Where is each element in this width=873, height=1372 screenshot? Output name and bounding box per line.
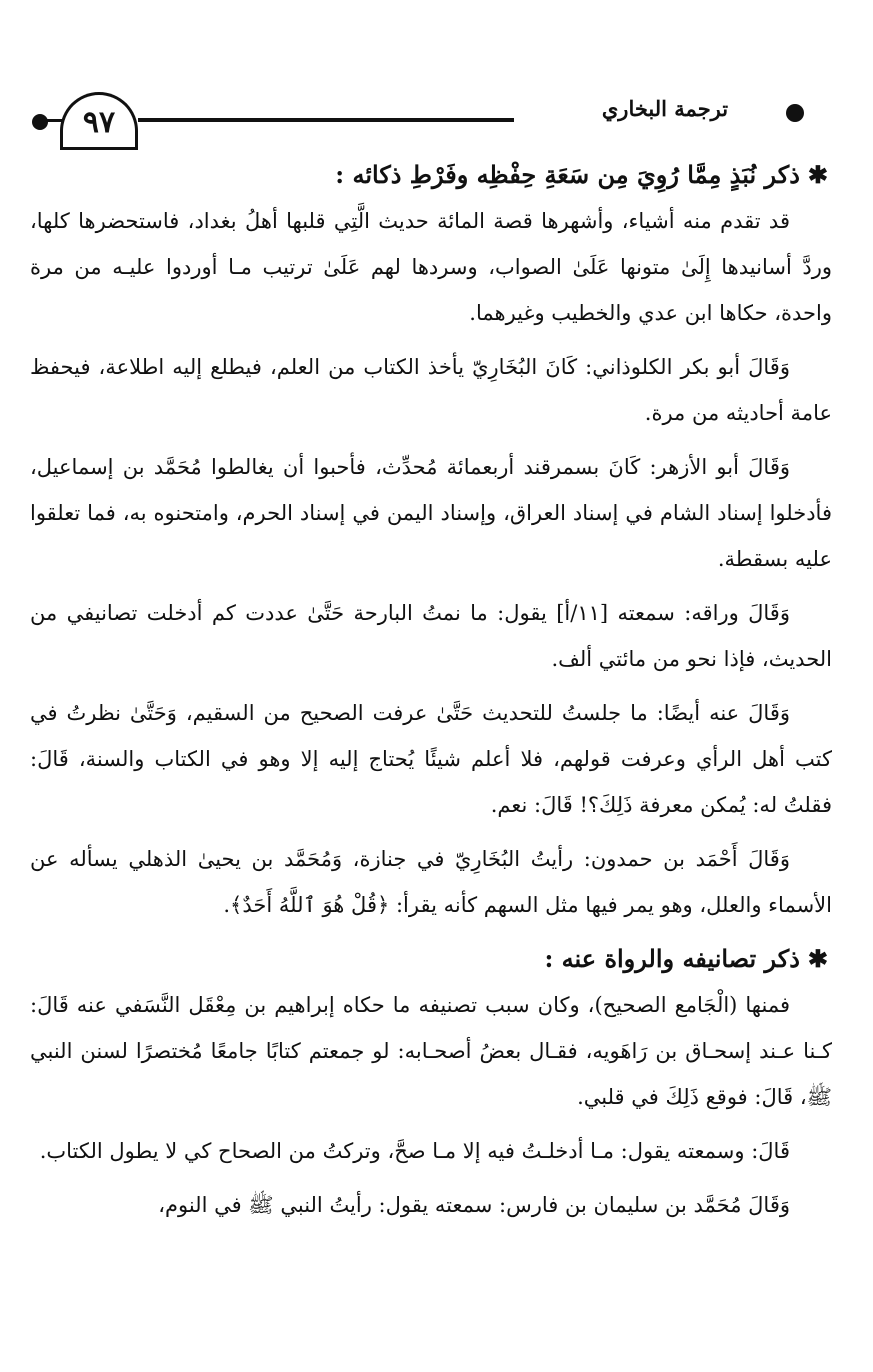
paragraph: قد تقدم منه أشياء، وأشهرها قصة المائة حديث الَّتِي قلبها أهلُ بغداد، فاستحضرها كلها، وردَّ أسانيدها إِلَىٰ متونها عَلَىٰ الصواب، وسردها لهم عَلَىٰ ترتيب مـا أوردوا عليـه من مرة واحدة، حكاها ابن عدي والخطيب وغيرهما.: [30, 209, 832, 325]
section-heading-text: ذكر تصانيفه والرواة عنه :: [544, 944, 800, 973]
paragraph: فمنها (الْجَامع الصحيح)، وكان سبب تصنيفه ما حكاه إبراهيم بن مِعْقَل النَّسَفي عنه قَالَ: كـنا عـند إسحـاق بن رَاهَويه، فقـال بعضُ أصحـابه: لو جمعتم كتابًا جامعًا مُختصرًا لسنن النبي ﷺ، قَالَ: فوقع ذَلِكَ في قلبي.: [30, 993, 832, 1109]
paragraph: وَقَالَ أبو بكر الكلوذاني: كَانَ البُخَارِيّ يأخذ الكتاب من العلم، فيطلع إليه اطلاعة، فيحفظ عامة أحاديثه من مرة.: [30, 355, 832, 425]
paragraph: وَقَالَ أَحْمَد بن حمدون: رأيتُ البُخَارِيّ في جنازة، وَمُحَمَّد بن يحيىٰ الذهلي يسأله عن الأسماء والعلل، وهو يمر فيها مثل السهم كأنه يقرأ: ﴿قُلْ هُوَ ٱللَّهُ أَحَدٌ﴾.: [30, 847, 832, 917]
paragraph: وَقَالَ وراقه: سمعته [١١/أ] يقول: ما نمتُ البارحة حَتَّىٰ عددت كم أدخلت تصانيفي من الحديث، فإذا نحو من مائتي ألف.: [30, 601, 832, 671]
header-rule: [138, 118, 514, 122]
section-heading-text: ذكر نُبَذٍ مِمَّا رُوِيَ مِن سَعَةِ حِفْظِه وفَرْطِ ذكائه :: [335, 160, 800, 189]
page-body: [30, 152, 832, 1236]
section-heading: [30, 936, 832, 982]
page-number-frame-base: [60, 147, 138, 150]
paragraph: وَقَالَ أبو الأزهر: كَانَ بسمرقند أربعمائة مُحدِّث، فأحبوا أن يغالطوا مُحَمَّد بن إسماعيل، فأدخلوا إسناد الشام في إسناد العراق، وإسناد اليمن في إسناد الحرم، وامتحنوه به، فما تعلقوا عليه بسقطة.: [30, 455, 832, 571]
asterisk-icon: ✱: [807, 944, 828, 973]
paragraph: قَالَ: وسمعته يقول: مـا أدخلـتُ فيه إلا مـا صحَّ، وتركتُ من الصحاح كي لا يطول الكتاب.: [39, 1139, 790, 1163]
page-header: [20, 88, 820, 152]
running-title: ترجمة البخاري: [601, 96, 729, 121]
header-stub-line: [46, 119, 62, 122]
header-dot-left: [32, 114, 48, 130]
asterisk-icon: ✱: [807, 160, 828, 189]
paragraph: وَقَالَ عنه أيضًا: ما جلستُ للتحديث حَتَّىٰ عرفت الصحيح من السقيم، وَحَتَّىٰ نظرتُ في كتب أهل الرأي وعرفت قولهم، فلا أعلم شيئًا يُحتاج إليه إلا وهو في الكتاب والسنة، قَالَ: فقلتُ له: يُمكن معرفة ذَلِكَ؟! قَالَ: نعم.: [30, 701, 832, 817]
section-heading: [30, 152, 832, 198]
header-dot-right: [786, 104, 804, 122]
paragraph: وَقَالَ مُحَمَّد بن سليمان بن فارس: سمعته يقول: رأيتُ النبي ﷺ في النوم،: [158, 1193, 790, 1217]
page-number: ٩٧: [60, 92, 138, 150]
